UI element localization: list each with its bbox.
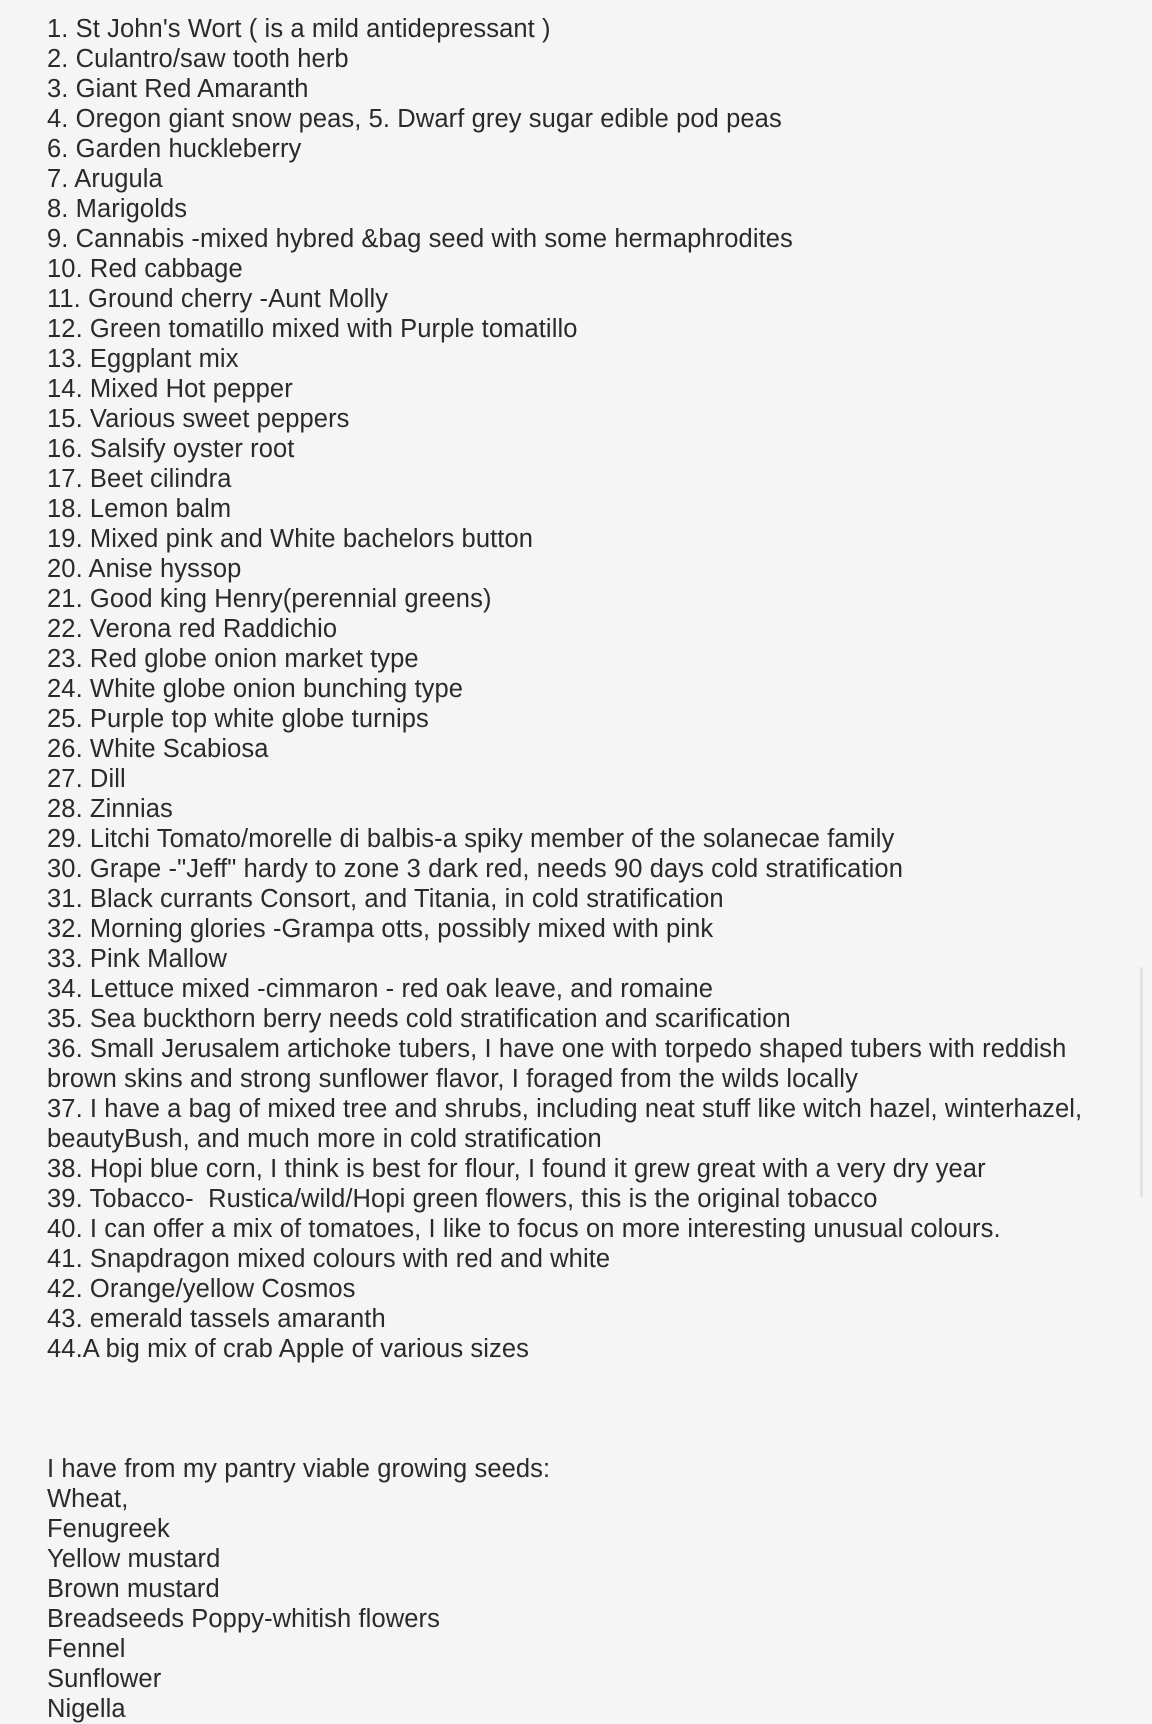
list-item: 17. Beet cilindra [47, 465, 232, 493]
pantry-item: Fennel [47, 1635, 126, 1663]
list-item: 12. Green tomatillo mixed with Purple tomatillo [47, 315, 578, 343]
list-item: 24. White globe onion bunching type [47, 675, 464, 703]
list-item: 10. Red cabbage [47, 255, 243, 283]
list-item: 32. Morning glories -Grampa otts, possibly mixed with pink [47, 915, 714, 943]
pantry-item: Sunflower [47, 1665, 162, 1693]
list-item: 23. Red globe onion market type [47, 645, 419, 673]
pantry-item: Fenugreek [47, 1515, 170, 1543]
list-item: 4. Oregon giant snow peas, 5. Dwarf grey sugar edible pod peas [47, 105, 782, 133]
list-item: 26. White Scabiosa [47, 735, 269, 763]
list-item: 41. Snapdragon mixed colours with red and white [47, 1245, 611, 1273]
list-item: 19. Mixed pink and White bachelors button [47, 525, 534, 553]
list-item: 25. Purple top white globe turnips [47, 705, 429, 733]
list-item: 44.A big mix of crab Apple of various sizes [47, 1335, 529, 1363]
list-item: 28. Zinnias [47, 795, 173, 823]
pantry-section [47, 1454, 1127, 1724]
list-item: 36. Small Jerusalem artichoke tubers, I have one with torpedo shaped tubers with reddish brown skins and strong sunflower flavor, I foraged from the wilds locally [47, 1035, 1074, 1093]
pantry-item: Brown mustard [47, 1575, 220, 1603]
list-item: 43. emerald tassels amaranth [47, 1305, 386, 1333]
list-item: 20. Anise hyssop [47, 555, 242, 583]
list-item: 14. Mixed Hot pepper [47, 375, 293, 403]
list-item: 2. Culantro/saw tooth herb [47, 45, 349, 73]
pantry-item: Nigella [47, 1695, 126, 1723]
list-item: 33. Pink Mallow [47, 945, 228, 973]
list-item: 37. I have a bag of mixed tree and shrubs, including neat stuff like witch hazel, winterhazel, beautyBush, and much more in cold stratification [47, 1095, 1090, 1153]
list-item: 34. Lettuce mixed -cimmaron - red oak leave, and romaine [47, 975, 714, 1003]
pantry-item: Wheat, [47, 1485, 129, 1513]
blank-lines [47, 1364, 1127, 1454]
list-item: 35. Sea buckthorn berry needs cold stratification and scarification [47, 1005, 791, 1033]
pantry-item: Breadseeds Poppy-whitish flowers [47, 1605, 440, 1633]
list-item: 9. Cannabis -mixed hybred &bag seed with some hermaphrodites [47, 225, 793, 253]
list-item: 40. I can offer a mix of tomatoes, I like to focus on more interesting unusual colours. [47, 1215, 1001, 1243]
list-item: 3. Giant Red Amaranth [47, 75, 309, 103]
note-body[interactable] [47, 14, 1127, 1724]
list-item: 15. Various sweet peppers [47, 405, 350, 433]
list-item: 31. Black currants Consort, and Titania, in cold stratification [47, 885, 724, 913]
list-item: 18. Lemon balm [47, 495, 232, 523]
list-item: 39. Tobacco- Rustica/wild/Hopi green flowers, this is the original tobacco [47, 1185, 878, 1213]
list-item: 42. Orange/yellow Cosmos [47, 1275, 356, 1303]
list-item: 1. St John's Wort ( is a mild antidepressant ) [47, 15, 551, 43]
list-item: 29. Litchi Tomato/morelle di balbis-a spiky member of the solanecae family [47, 825, 895, 853]
list-item: 11. Ground cherry -Aunt Molly [47, 285, 389, 313]
list-item: 38. Hopi blue corn, I think is best for flour, I found it grew great with a very dry year [47, 1155, 986, 1183]
list-item: 6. Garden huckleberry [47, 135, 302, 163]
list-item: 16. Salsify oyster root [47, 435, 295, 463]
list-item: 30. Grape -"Jeff" hardy to zone 3 dark red, needs 90 days cold stratification [47, 855, 903, 883]
seed-list [47, 14, 1127, 1364]
list-item: 21. Good king Henry(perennial greens) [47, 585, 492, 613]
list-item: 13. Eggplant mix [47, 345, 239, 373]
list-item: 7. Arugula [47, 165, 163, 193]
list-item: 22. Verona red Raddichio [47, 615, 338, 643]
scrollbar[interactable] [1140, 967, 1143, 1197]
list-item: 27. Dill [47, 765, 126, 793]
list-item: 8. Marigolds [47, 195, 188, 223]
pantry-heading: I have from my pantry viable growing seeds: [47, 1455, 551, 1483]
pantry-item: Yellow mustard [47, 1545, 221, 1573]
